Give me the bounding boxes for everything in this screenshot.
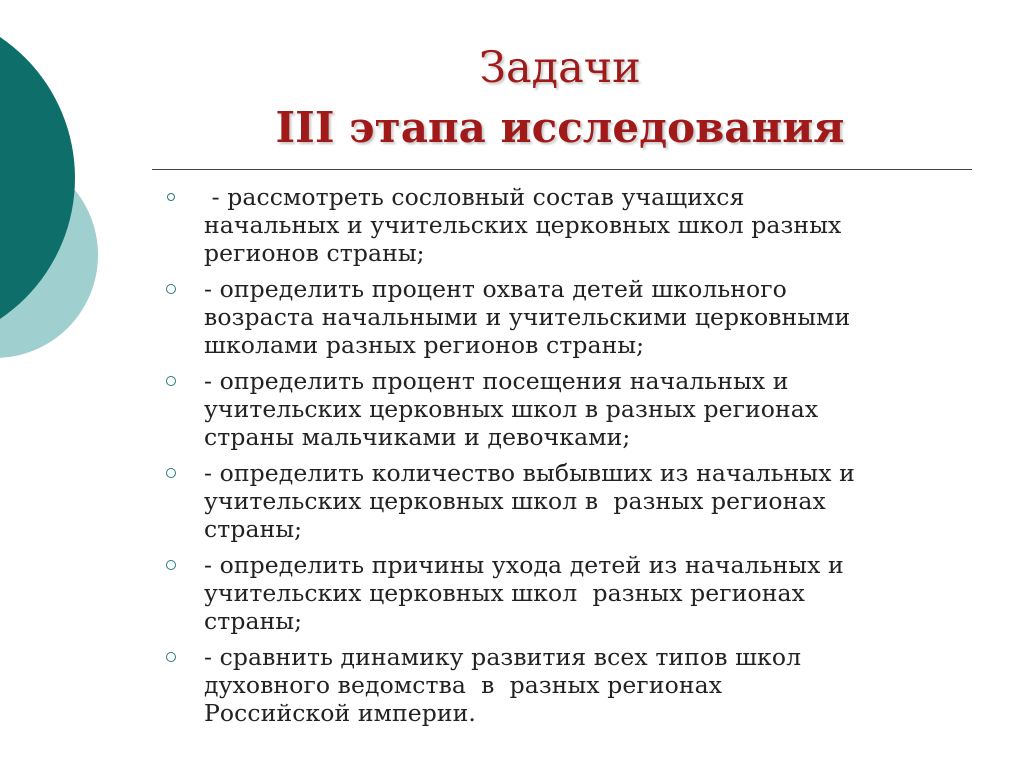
list-item-text: - определить количество выбывших из начальных и учительских церковных школ в разных регионах страны; [204,459,855,543]
title-line-1: Задачи [479,43,641,93]
dark-teal-circle [0,8,75,348]
list-item-text: - определить процент посещения начальных и учительских церковных школ в разных регионах страны мальчиками и девочками; [204,367,819,451]
circle-outline-icon [166,468,176,478]
list-item-text: - сравнить динамику развития всех типов школ духовного ведомства в разных регионах Российской империи. [204,643,802,727]
list-item-text: - рассмотреть сословный состав учащихся начальных и учительских церковных школ разных регионов страны; [204,183,842,267]
title-divider [152,169,972,170]
list-item [160,275,990,359]
list-item [160,643,990,727]
slide-title [150,38,970,158]
circle-outline-icon [166,652,176,662]
list-item-text: - определить процент охвата детей школьного возраста начальными и учительскими церковными школами разных регионов страны; [204,275,851,359]
circle-outline-icon [166,284,176,294]
title-line-2: III этапа исследования [275,103,845,152]
list-item [160,367,990,451]
list-item [160,459,990,543]
task-list [160,183,990,735]
circle-outline-icon [167,193,175,201]
circle-outline-icon [166,376,176,386]
list-item [160,551,990,635]
list-item-text: - определить причины ухода детей из начальных и учительских церковных школ разных регионах страны; [204,551,844,635]
circle-outline-icon [166,560,176,570]
list-item [160,183,990,267]
light-teal-circle [0,152,98,358]
